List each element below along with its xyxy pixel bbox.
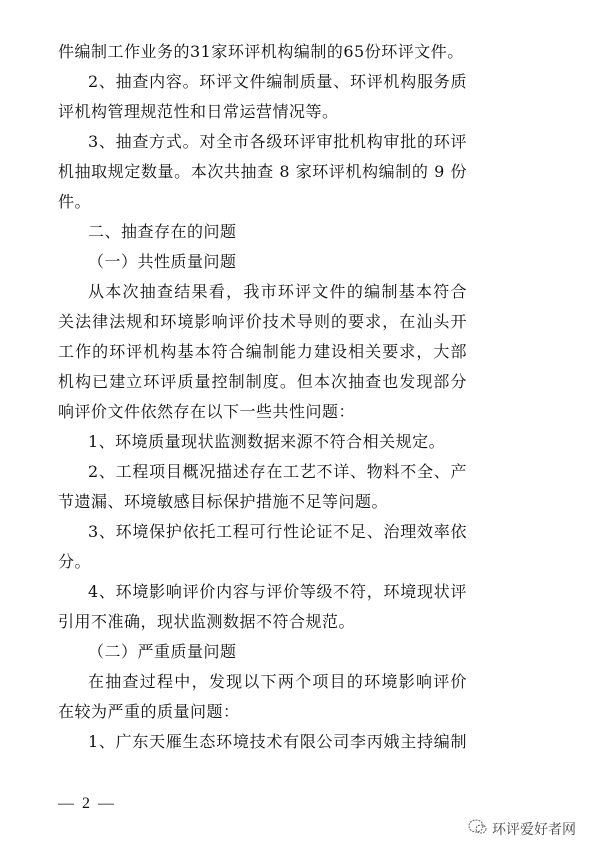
text-line: 关法律法规和环境影响评价技术导则的要求，在汕头开 [58,312,467,331]
text-line: 工作的环评机构基本符合编制能力建设相关要求，大部 [58,342,467,361]
text-line: 在较为严重的质量问题： [58,702,240,721]
text-line: 2、工程项目概况描述存在工艺不详、物料不全、产 [88,462,467,481]
text-line: 3、环境保护依托工程可行性论证不足、治理效率依 [88,522,467,541]
text-line: （二）严重质量问题 [88,642,237,661]
wechat-icon [468,818,488,840]
text-line: （一）共性质量问题 [88,252,237,271]
document-body [58,37,467,757]
watermark [468,818,576,840]
text-line: 响评价文件依然存在以下一些共性问题： [58,402,356,421]
text-line: 3、抽查方式。对全市各级环评审批机构审批的环评 [88,132,467,151]
text-line: 件编制工作业务的31家环评机构编制的65份环评文件。 [58,42,464,61]
text-line: 1、广东天雁生态环境技术有限公司李丙娥主持编制 [88,732,467,751]
text-line: 4、环境影响评价内容与评价等级不符，环境现状评 [88,582,467,601]
text-line: 从本次抽查结果看，我市环评文件的编制基本符合 [88,282,467,301]
text-line: 机构已建立环评质量控制制度。但本次抽查也发现部分 [58,372,467,391]
text-line: 在抽查过程中，发现以下两个项目的环境影响评价 [88,672,467,691]
watermark-text: 环评爱好者网 [492,822,576,838]
text-line: 2、抽查内容。环评文件编制质量、环评机构服务质 [88,72,467,91]
text-line: 引用不准确，现状监测数据不符合规范。 [58,612,356,631]
text-line: 机抽取规定数量。本次共抽查 8 家环评机构编制的 9 份 [58,162,467,181]
text-line: 分。 [58,552,92,571]
text-line: 件。 [58,192,92,211]
text-line: 节遗漏、环境敏感目标保护措施不足等问题。 [58,492,389,511]
text-line: 1、环境质量现状监测数据来源不符合相关规定。 [88,432,446,451]
text-line: 二、抽查存在的问题 [88,222,237,241]
page-number: — 2 — [58,795,116,812]
text-line: 评机构管理规范性和日常运营情况等。 [58,102,339,121]
